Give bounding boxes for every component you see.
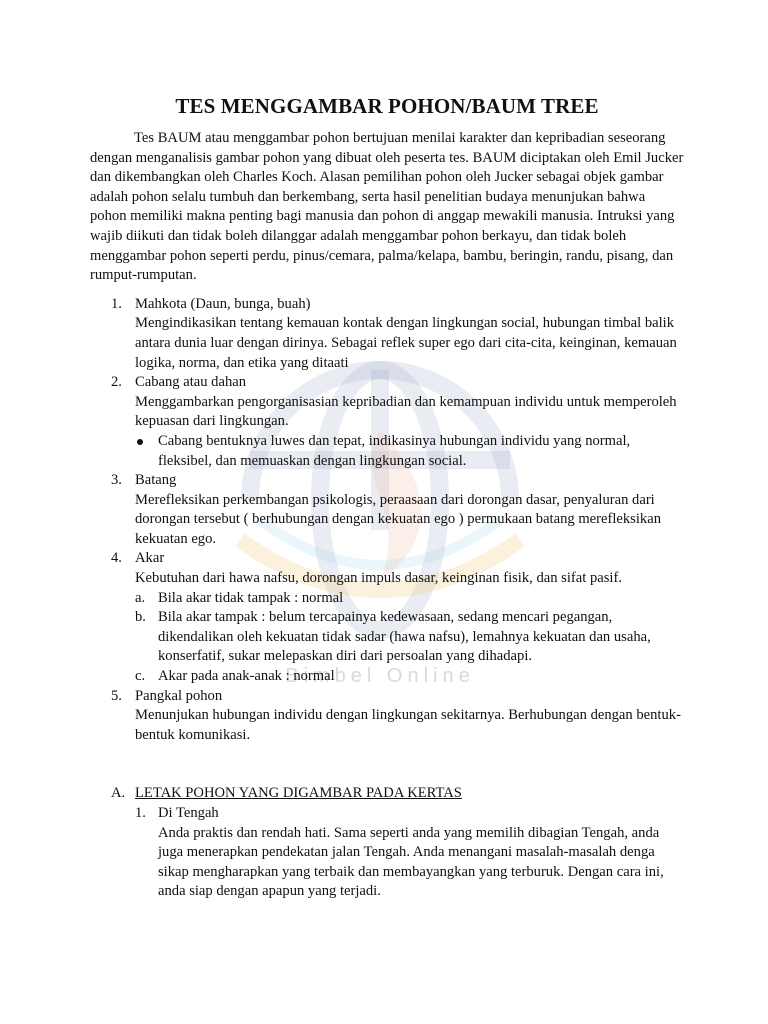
list-item bbox=[90, 471, 684, 549]
item-heading: Mahkota (Daun, bunga, buah) bbox=[135, 295, 311, 312]
list-marker: 5. bbox=[111, 687, 122, 704]
list-item bbox=[135, 804, 684, 902]
item-description: Anda praktis dan rendah hati. Sama seperti anda yang memilih dibagian Tengah, anda juga menerapkan pendekatan jalan Tengah. Anda menangani masalah-masalah denga sikap mengharapkan yang terbaik dan membayangkan yang terburuk. Dengan cara ini, anda siap dengan apapun yang terjadi. bbox=[158, 824, 664, 900]
watermark-text: Bimbel Online bbox=[285, 665, 475, 687]
sub-item bbox=[135, 589, 684, 609]
sub-text: Bila akar tidak tampak : normal bbox=[158, 589, 344, 606]
intro-paragraph: Tes BAUM atau menggambar pohon bertujuan menilai karakter dan kepribadian seseorang dengan menganalisis gambar pohon yang dibuat oleh peserta tes. BAUM diciptakan oleh Emil Jucker dan dikembangkan oleh Charles Koch. Alasan pemilihan pohon oleh Jucker sebagai objek gambar adalah pohon selalu tumbuh dan berkembang, serta hasil penelitian budaya menunjukan bahwa pohon memiliki makna penting bagi manusia dan pohon di anggap mewakili manusia. Intruksi yang wajib diikuti dan tidak boleh dilanggar adalah menggambar pohon berkayu, dan tidak boleh menggambar pohon seperti perdu, pinus/cemara, palma/kelapa, bambu, beringin, randu, pisang, dan rumput-rumputan. bbox=[90, 130, 684, 284]
item-heading: Batang bbox=[135, 472, 177, 489]
list-marker: 3. bbox=[111, 472, 122, 489]
section-tree-position bbox=[90, 784, 684, 902]
sub-text: Akar pada anak-anak : normal bbox=[158, 668, 335, 685]
list-item bbox=[90, 295, 684, 373]
sub-text: Bila akar tampak : belum tercapainya kedewasaan, sedang mencari pegangan, dikendalikan oleh kekuatan tidak sadar (hawa nafsu), lemahnya kekuatan dan usaha, konserfatif, sukar melepaskan diri dari persoalan yang dihadapi. bbox=[158, 609, 651, 665]
list-item bbox=[90, 687, 684, 746]
list-marker: 2. bbox=[111, 374, 122, 391]
sub-item bbox=[135, 667, 684, 687]
item-description: Menggambarkan pengorganisasian kepribadian dan kemampuan individu untuk memperoleh kepuasan dari lingkungan. bbox=[135, 393, 677, 430]
bullet-icon bbox=[137, 439, 143, 445]
list-item bbox=[90, 549, 684, 686]
sub-marker: b. bbox=[135, 609, 146, 626]
item-heading: Pangkal pohon bbox=[135, 687, 223, 704]
item-heading: Akar bbox=[135, 550, 165, 567]
sub-marker: c. bbox=[135, 668, 146, 685]
section-marker: A. bbox=[111, 785, 126, 802]
list-marker: 4. bbox=[111, 550, 122, 567]
item-heading: Cabang atau dahan bbox=[135, 374, 247, 391]
list-marker: 1. bbox=[135, 805, 146, 821]
item-description: Mengindikasikan tentang kemauan kontak dengan lingkungan social, hubungan timbal balik antara dunia luar dengan dirinya. Sebagai reflek super ego dari cita-cita, keinginan, kemauan logika, norma, dan etika yang ditaati bbox=[135, 315, 677, 371]
sub-item bbox=[135, 608, 684, 667]
item-description: Menunjukan hubungan individu dengan lingkungan sekitarnya. Berhubungan dengan bentuk-bentuk komunikasi. bbox=[135, 707, 681, 743]
item-description: Merefleksikan perkembangan psikologis, peraasaan dari dorongan dasar, penyaluran dari dorongan tersebut ( berhubungan dengan kekuatan ego ) permukaan batang merefleksikan kekuatan ego. bbox=[135, 491, 661, 547]
tree-parts-list bbox=[90, 295, 684, 746]
section-title: LETAK POHON YANG DIGAMBAR PADA KERTAS bbox=[135, 785, 462, 802]
bullet-item bbox=[135, 432, 684, 471]
sub-marker: a. bbox=[135, 589, 146, 606]
document-title: TES MENGGAMBAR POHON/BAUM TREE bbox=[175, 94, 599, 118]
list-marker: 1. bbox=[111, 295, 122, 312]
item-heading: Di Tengah bbox=[158, 805, 219, 821]
list-item bbox=[90, 373, 684, 471]
bullet-text: Cabang bentuknya luwes dan tepat, indikasinya hubungan individu yang normal, fleksibel, dan memuaskan dengan lingkungan social. bbox=[158, 432, 631, 469]
document-page bbox=[90, 93, 684, 902]
item-description: Kebutuhan dari hawa nafsu, dorongan impuls dasar, keinginan fisik, dan sifat pasif. bbox=[135, 570, 622, 587]
